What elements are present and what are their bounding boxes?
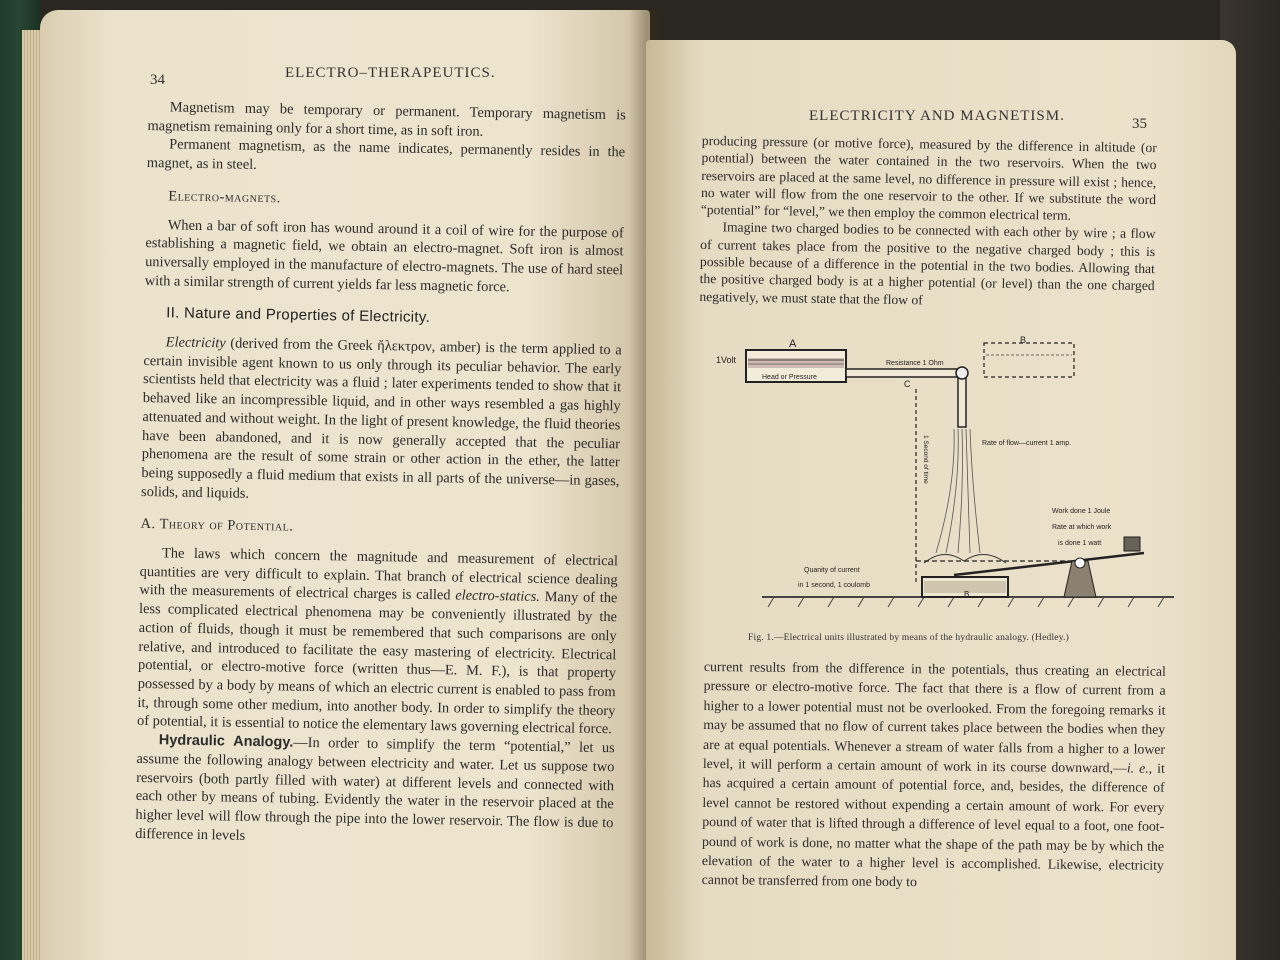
term-electricity: Electricity: [165, 334, 226, 352]
label-c: C: [904, 379, 911, 389]
paragraph-hydraulic: [135, 731, 615, 852]
label-b: B: [1020, 335, 1027, 345]
right-text-column-top: [699, 132, 1157, 312]
label-volt: 1Volt: [716, 355, 737, 365]
label-resistance: Resistance 1 Ohm: [886, 360, 944, 367]
paragraph-electro-magnets: When a bar of soft iron has wound around it a coil of wire for the purpose of establishing a magnetic field, we obtain an electro-magnet. Soft iron is almost universally employed in the manufacture of electro-magnets. The use of hard steel with a similar strength of current yields far less magnetic force.: [144, 216, 624, 295]
label-rate-work-2: is done 1 watt: [1058, 540, 1102, 547]
left-page: [40, 10, 650, 960]
paragraph-theory-part-a: The laws which concern the magnitude and measurement of electrical quantities are very difficult to explain. That branch of electrical science dealing with the measurements of electrical charges is called: [139, 545, 619, 604]
heading-theory-of-potential: A. Theory of Potential.: [140, 516, 294, 535]
paragraph-theory-part-b: Many of the less complicated electrical phenomena may be conveniently illustrated by the action of fluids, though it must be remembered that such comparisons are only relative, and introduced to facilitate the easy mastering of electricity. Electrical potential, or electro-motive force (written thus—E. M. F.), is that property possessed by a body by means of which an electric current is enabled to pass from it, through some other medium, into another body. In order to simplify the theory of potential, it is essential to notice the elementary laws governing electrical force.: [136, 589, 618, 738]
connecting-pipe: [846, 367, 968, 427]
paragraph-theory: [137, 544, 618, 739]
label-b-lower: B: [964, 590, 970, 599]
hydraulic-analogy-figure: [714, 325, 1174, 625]
heading-nature-properties: II. Nature and Properties of Electricity.: [166, 304, 431, 327]
paragraph-magnetism: Magnetism may be temporary or permanent. Temporary magnetism is magnetism remaining only for a short time, as in soft iron.: [147, 99, 626, 140]
reservoir-b-outline: [984, 343, 1074, 377]
label-rate-work-1: Rate at which work: [1052, 524, 1112, 531]
paragraph-electricity-body: (derived from the Greek ἤλεκτρον, amber) is the term applied to a certain invisible agent known to us only through its peculiar behavior. The early scientists held that electricity was a fluid ; later experiments tended to show that it behaved like an incompressible liquid, and in other ways resembled a gas highly attenuated and without weight. In the light of present knowledge, the fluid theories have been abandoned, and it is now generally accepted that the peculiar phenomena are the result of some strain or other action in the ether, the latter being supposedly a fluid medium that exists in all parts of the universe—in gases, solids, and liquids.: [140, 335, 622, 502]
left-running-head: ELECTRO–THERAPEUTICS.: [285, 65, 496, 81]
right-running-head: ELECTRICITY AND MAGNETISM.: [809, 108, 1065, 124]
paragraph-permanent: Permanent magnetism, as the name indicates, permanently resides in the magnet, as in steel.: [146, 136, 626, 174]
paragraph-hydraulic-body: —In order to simplify the term “potential,” let us assume the following analogy between electricity and water. Let us suppose two reservoirs (both partly filled with water) at different levels and connected with each other by means of tubing. Evidently the water in the reservoir placed at the higher level will flow through the pipe into the lower reservoir. The flow is due to difference in levels: [135, 734, 615, 844]
paragraph-imagine: Imagine two charged bodies to be connected with each other by wire ; a flow of current takes place from the positive to the negative charged body ; this is possible because of a difference in the potential in the two bodies. Allowing that the positive charged body is at a higher potential (or level) than the one charged negatively, we must state that the flow of: [699, 219, 1156, 308]
paragraph-producing-pressure: producing pressure (or motive force), measured by the difference in altitude (or potential) between the water contained in the two reservoirs. When the two reservoirs are placed at the same level, no difference in pressure will exist ; hence, no water will flow from the one reservoir to the other. If we substitute the word “potential” for “level,” we then employ the common electrical term.: [700, 132, 1157, 223]
label-work-done: Work done 1 Joule: [1052, 508, 1111, 515]
label-a: A: [789, 338, 797, 350]
left-text-column: [135, 98, 626, 852]
paragraph-electricity: [141, 333, 622, 510]
paragraph-current-results-a: current results from the difference in the potentials, thus creating an electrical pressure or electro-motive force. The fact that there is a flow of current from a higher to a lower potential must not be overlooked. From the foregoing remarks it may be assumed that no flow of current takes place between the bodies when they are at equal potentials. Whenever a stream of water falls from a higher to a lower level, it will perform a certain amount of work in its course downward,—: [702, 658, 1166, 776]
label-rate-of-flow: Rate of flow—current 1 amp.: [982, 440, 1072, 447]
heading-hydraulic-analogy: Hydraulic Analogy.: [158, 732, 294, 751]
falling-water: [936, 429, 980, 553]
right-page-number: 35: [1132, 116, 1147, 132]
right-text-column-bottom: [702, 657, 1166, 895]
label-quantity-1: Quanity of current: [804, 567, 860, 574]
paragraph-current-results: [702, 657, 1166, 895]
right-page: [646, 40, 1236, 960]
figure-caption: Fig. 1.—Electrical units illustrated by means of the hydraulic analogy. (Hedley.): [748, 633, 1069, 643]
label-head-pressure: Head or Pressure: [762, 374, 817, 381]
heading-electro-magnets: Electro-magnets.: [168, 188, 281, 207]
label-second-of-time: 1 Second of time: [922, 435, 929, 484]
term-ie: i. e.,: [1126, 760, 1153, 776]
label-quantity-2: in 1 second, 1 coulomb: [798, 582, 870, 589]
left-page-number: 34: [150, 72, 165, 88]
paragraph-current-results-b: it has acquired a certain amount of potential force, and, besides, the difference of level cannot be restored without expending a certain amount of work. For every pound of water that is lifted through a difference of level equal to a foot, one foot-pound of work is done, no matter what the shape of the path may be by which the elevation of the water to a higher level is accomplished. Likewise, electricity cannot be transferred from one body to: [701, 760, 1165, 890]
term-electro-statics: electro-statics.: [455, 587, 541, 606]
